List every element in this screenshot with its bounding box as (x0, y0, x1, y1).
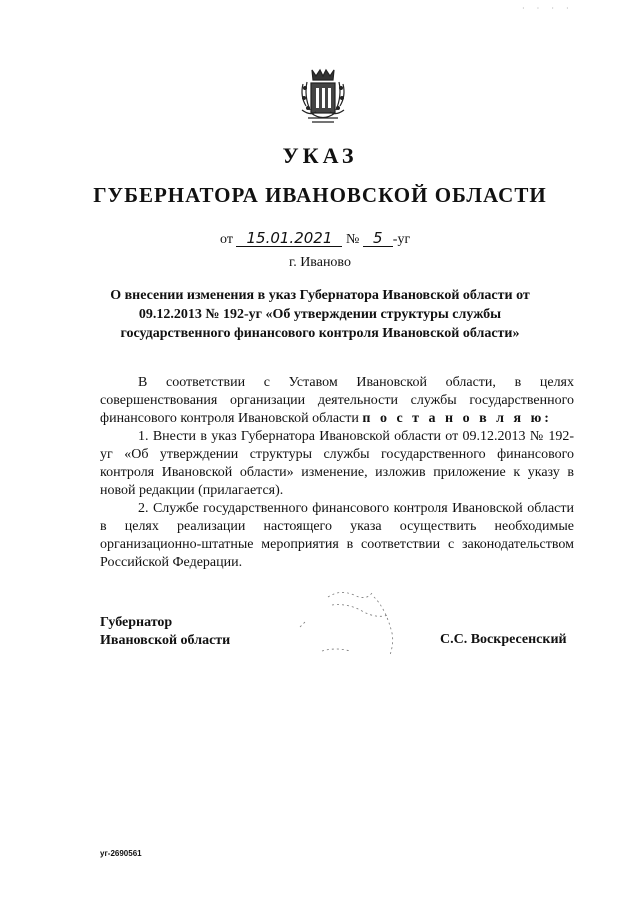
decree-body (100, 374, 574, 572)
coat-of-arms-emblem (298, 66, 348, 126)
scan-marks: · · · · (522, 4, 574, 13)
decree-word: п о с т а н о в л я ю: (362, 411, 552, 426)
date-number-line (220, 231, 480, 248)
signatory-position (100, 614, 230, 650)
date-prefix: от (220, 232, 233, 247)
position-line-1: Губернатор (100, 615, 173, 630)
decree-subject: О внесении изменения в указ Губернатора Ивановской области от 09.12.2013 № 192-уг «Об утверждении структуры службы государственного финансового контроля Ивановской области» (110, 288, 530, 341)
document-code: уг-2690561 (100, 849, 142, 858)
number-suffix: -уг (392, 232, 411, 247)
document-type-title: УКАЗ (282, 143, 358, 168)
signatory-name: С.С. Воскресенский (440, 632, 567, 647)
item-2-paragraph: 2. Службе государственного финансового контроля Ивановской области в целях реализации настоящего указа осуществить необходимые организационно-штатные мероприятия в соответствии с законодательством Российской Федерации. (100, 501, 574, 570)
preamble-text: В соответствии с Уставом Ивановской области, в целях совершенствования организации деятельности службы государственного финансового контроля Ивановской области (100, 375, 574, 426)
item-1-paragraph: 1. Внести в указ Губернатора Ивановской области от 09.12.2013 № 192-уг «Об утверждении структуры службы государственного финансового контроля Ивановской области» изменение, изложив приложение к указу в новой редакции (прилагается). (100, 429, 574, 498)
handwritten-signature (292, 585, 412, 665)
number-label: № (345, 232, 360, 247)
preamble-paragraph (100, 374, 574, 428)
handwritten-date: 15.01.2021 (236, 231, 342, 247)
city-line: г. Иваново (289, 255, 351, 270)
handwritten-number: 5 (363, 231, 393, 247)
issuer-title: ГУБЕРНАТОРА ИВАНОВСКОЙ ОБЛАСТИ (93, 183, 547, 207)
position-line-2: Ивановской области (100, 633, 231, 648)
